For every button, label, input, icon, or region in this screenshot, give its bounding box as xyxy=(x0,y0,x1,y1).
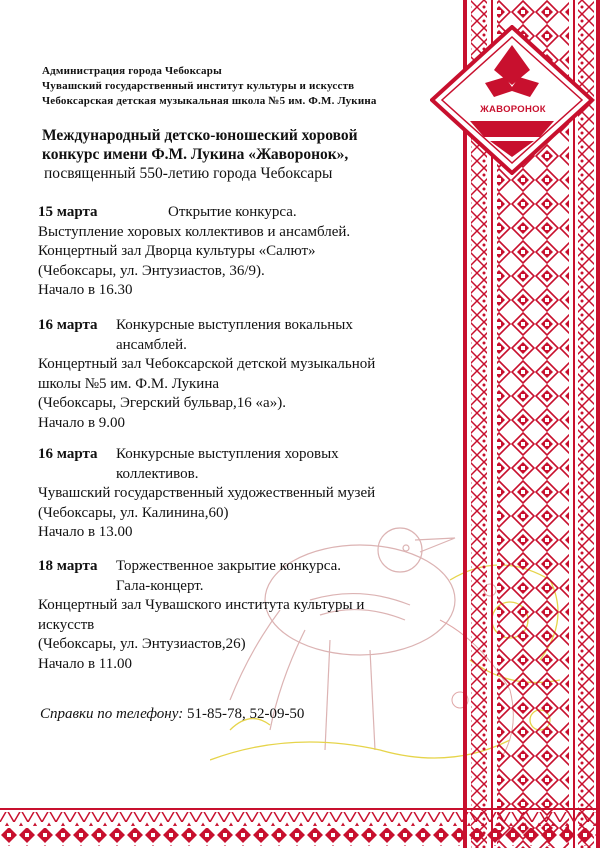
event-start-time: Начало в 11.00 xyxy=(38,655,132,672)
event-title: Торжественное закрытие конкурса. xyxy=(116,558,342,574)
title-line-1: Международный детско-юношеский хоровой xyxy=(42,127,358,144)
event-block xyxy=(38,316,458,433)
phone-label: Справки по телефону: xyxy=(40,706,184,722)
event-date: 15 марта xyxy=(38,204,98,220)
event-title-cont: Гала-концерт. xyxy=(116,577,204,594)
organizer-line-3: Чебоксарская детская музыкальная школа №5 им. Ф.М. Лукина xyxy=(42,95,377,107)
event-block xyxy=(38,203,458,301)
title-subtitle: посвященный 550-летию города Чебоксары xyxy=(44,165,333,182)
event-venue: Чувашский государственный художественный музей xyxy=(38,485,376,501)
event-venue: Концертный зал Дворца культуры «Салют» xyxy=(38,243,316,259)
event-title-cont: ансамблей. xyxy=(116,336,187,353)
organizer-line-2: Чувашский государственный институт культуры и искусств xyxy=(42,80,355,92)
bottom-ornament xyxy=(0,808,600,848)
event-block xyxy=(38,445,458,543)
event-date: 18 марта xyxy=(38,558,98,574)
event-address: (Чебоксары, ул. Калинина,60) xyxy=(38,504,229,521)
event-venue: Концертный зал Чебоксарской детской музыкальной xyxy=(38,356,376,372)
event-address: (Чебоксары, ул. Энтузиастов, 36/9). xyxy=(38,262,265,279)
event-venue-cont: школы №5 им. Ф.М. Лукина xyxy=(38,375,220,392)
event-title: Конкурсные выступления хоровых xyxy=(116,446,339,462)
event-venue-cont: искусств xyxy=(38,616,95,633)
event-description: Выступление хоровых коллективов и ансамблей. xyxy=(38,223,351,240)
event-title: Открытие конкурса. xyxy=(168,204,297,220)
event-start-time: Начало в 9.00 xyxy=(38,414,126,431)
competition-logo xyxy=(430,25,595,175)
event-address: (Чебоксары, Эгерский бульвар,16 «а»). xyxy=(38,395,286,411)
event-start-time: Начало в 13.00 xyxy=(38,524,133,540)
event-address: (Чебоксары, ул. Энтузиастов,26) xyxy=(38,636,246,652)
title-line-2: конкурс имени Ф.М. Лукина «Жаворонок», xyxy=(42,146,349,163)
event-venue: Концертный зал Чувашского института культуры и xyxy=(38,597,365,613)
page-title xyxy=(42,126,442,183)
contact-phone xyxy=(40,706,304,723)
event-date: 16 марта xyxy=(38,317,98,333)
organizer-line-1: Администрация города Чебоксары xyxy=(42,65,222,77)
event-start-time: Начало в 16.30 xyxy=(38,282,133,298)
logo-text: ЖАВОРОНОК xyxy=(480,104,546,115)
event-title: Конкурсные выступления вокальных xyxy=(116,317,353,333)
event-title-cont: коллективов. xyxy=(116,465,199,482)
event-date: 16 марта xyxy=(38,446,98,462)
event-block xyxy=(38,557,458,674)
phone-numbers: 51-85-78, 52-09-50 xyxy=(186,706,305,722)
organizers-header xyxy=(42,64,377,109)
